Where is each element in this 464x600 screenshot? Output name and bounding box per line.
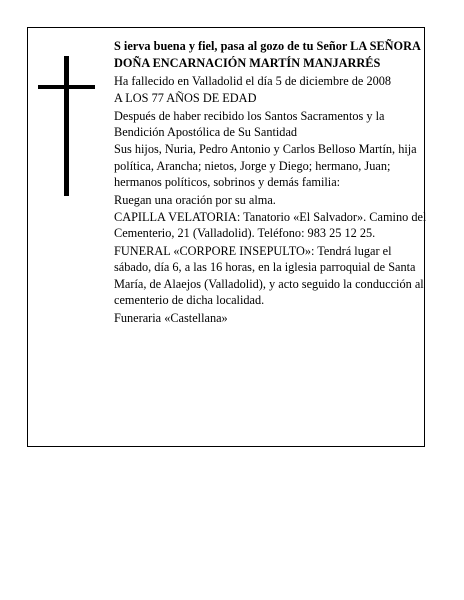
obituary-text xyxy=(114,38,428,327)
cross-icon-bar xyxy=(38,85,95,89)
deceased-name: DOÑA ENCARNACIÓN MARTÍN MANJARRÉS xyxy=(114,56,381,71)
sacraments-info: Después de haber recibido los Santos Sacramentos y la Bendición Apostólica de Su Santidad xyxy=(114,108,385,140)
age-info: A LOS 77 AÑOS DE EDAD xyxy=(114,91,257,106)
funeral-info: FUNERAL «CORPORE INSEPULTO»: Tendrá lugar el sábado, día 6, a las 16 horas, en la iglesia parroquial de Santa María, de Alaejos (Valladolid), y acto seguido la conducción al cementerio de dicha localidad. xyxy=(114,243,424,308)
death-info: Ha fallecido en Valladolid el día 5 de diciembre de 2008 xyxy=(114,73,392,88)
family-list: Sus hijos, Nuria, Pedro Antonio y Carlos Belloso Martín, hija política, Arancha; nietos, Jorge y Diego; hermano, Juan; hermanos políticos, sobrinos y demás familia: xyxy=(114,142,417,190)
cross-icon xyxy=(64,56,69,196)
prayer-request: Ruegan una oración por su alma. xyxy=(114,192,276,207)
intro-line: S ierva buena y fiel, pasa al gozo de tu Señor LA SEÑORA xyxy=(114,39,421,53)
funeral-home: Funeraria «Castellana» xyxy=(114,310,228,325)
chapel-info: CAPILLA VELATORIA: Tanatorio «El Salvador». Camino del Cementerio, 21 (Valladolid). Teléfono: 983 25 12 25. xyxy=(114,210,427,241)
